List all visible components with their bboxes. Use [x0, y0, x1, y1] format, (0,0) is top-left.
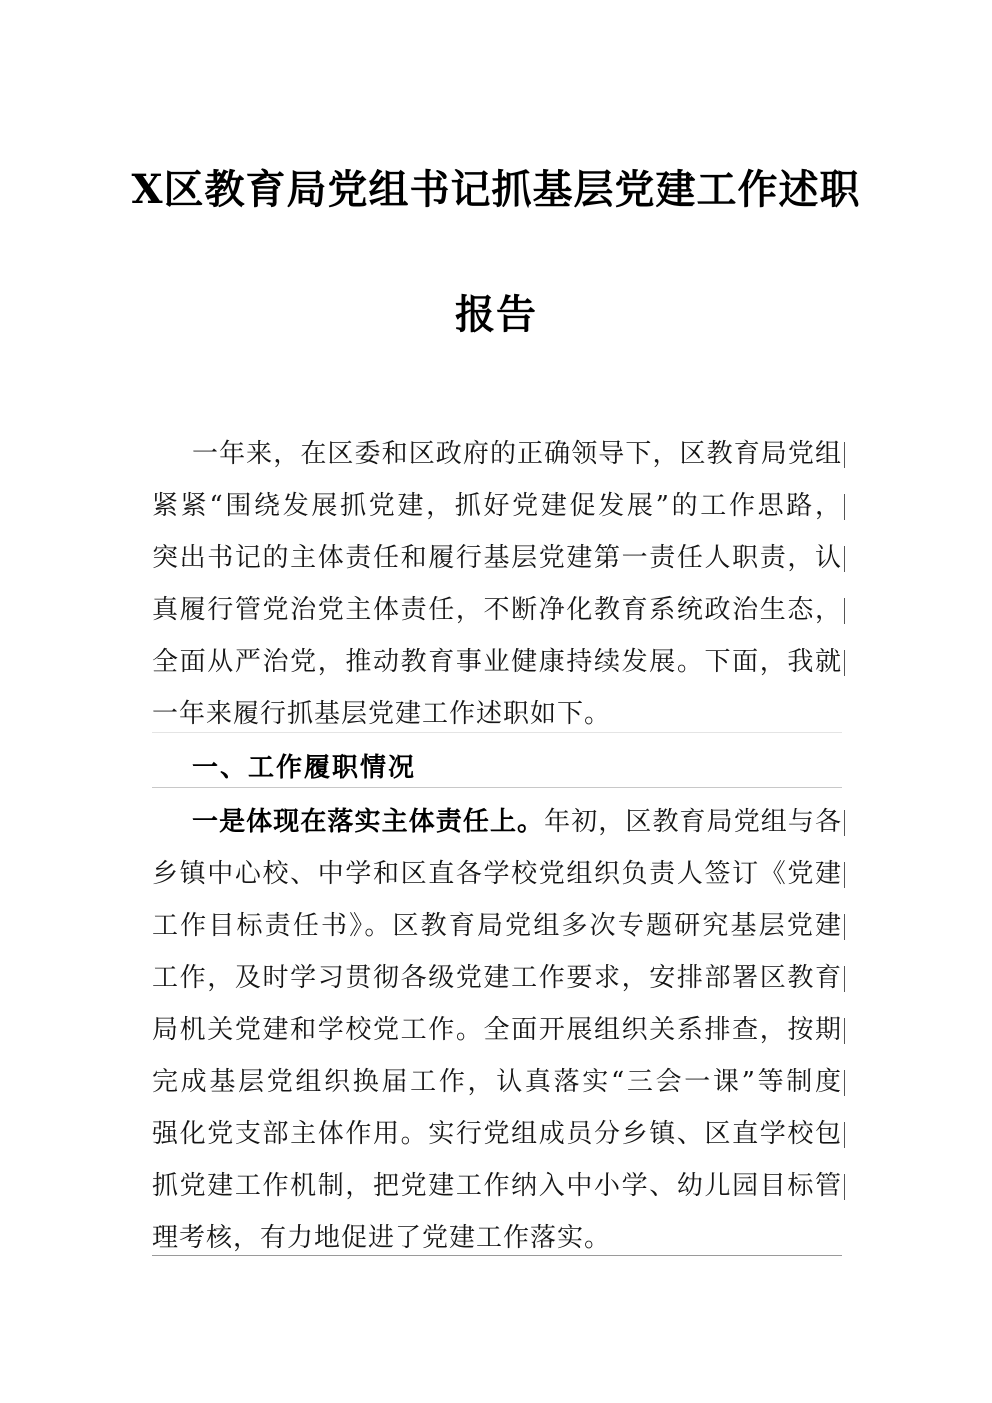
- paragraph-line: 抓党建工作机制，把党建工作纳入中小学、幼儿园目标管: [152, 1160, 842, 1212]
- margin-mark: [844, 1174, 845, 1200]
- divider: [152, 732, 842, 733]
- paragraph-lead: 一是体现在落实主体责任上。: [192, 807, 545, 837]
- paragraph-line: 一是体现在落实主体责任上。年初，区教育局党组与各: [152, 796, 842, 848]
- paragraph-line: 理考核，有力地促进了党建工作落实。: [152, 1223, 612, 1253]
- paragraph-line: 真履行管党治党主体责任，不断净化教育系统政治生态，: [152, 584, 842, 636]
- margin-mark: [844, 442, 845, 468]
- section-heading: 一、工作履职情况: [192, 753, 417, 783]
- responsibility-paragraph: [152, 796, 842, 1264]
- paragraph-line: 完成基层党组织换届工作，认真落实“三会一课”等制度: [152, 1056, 842, 1108]
- paragraph-line: 紧紧“围绕发展抓党建，抓好党建促发展”的工作思路，: [152, 480, 842, 532]
- paragraph-line: 工作目标责任书》。区教育局党组多次专题研究基层党建: [152, 900, 842, 952]
- intro-paragraph: [152, 428, 842, 740]
- margin-mark: [844, 598, 845, 624]
- paragraph-line: 突出书记的主体责任和履行基层党建第一责任人职责，认: [152, 532, 842, 584]
- margin-mark: [844, 546, 845, 572]
- margin-mark: [844, 650, 845, 676]
- divider: [152, 787, 842, 788]
- margin-mark: [844, 1018, 845, 1044]
- divider: [152, 1255, 842, 1256]
- document-title-line-1: X区教育局党组书记抓基层党建工作述职: [131, 166, 861, 213]
- margin-mark: [844, 810, 845, 836]
- paragraph-line: 一年来履行抓基层党建工作述职如下。: [152, 699, 612, 729]
- paragraph-line: 一年来，在区委和区政府的正确领导下，区教育局党组: [152, 428, 842, 480]
- paragraph-line: 全面从严治党，推动教育事业健康持续发展。下面，我就: [152, 636, 842, 688]
- margin-mark: [844, 914, 845, 940]
- paragraph-line: 强化党支部主体作用。实行党组成员分乡镇、区直学校包: [152, 1108, 842, 1160]
- paragraph-line: 乡镇中心校、中学和区直各学校党组织负责人签订《党建: [152, 848, 842, 900]
- paragraph-line: 工作，及时学习贯彻各级党建工作要求，安排部署区教育: [152, 952, 842, 1004]
- margin-mark: [844, 1070, 845, 1096]
- document-title-line-2: 报告: [455, 291, 537, 338]
- margin-mark: [844, 966, 845, 992]
- margin-mark: [844, 862, 845, 888]
- margin-mark: [844, 1122, 845, 1148]
- margin-mark: [844, 494, 845, 520]
- paragraph-line: 局机关党建和学校党工作。全面开展组织关系排查，按期: [152, 1004, 842, 1056]
